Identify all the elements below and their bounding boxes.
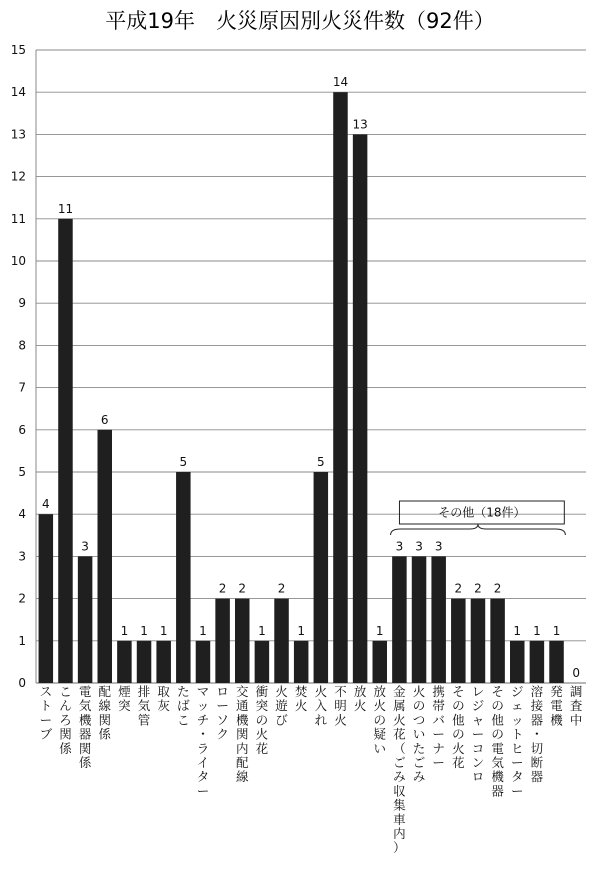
bar — [431, 556, 446, 683]
data-label: 2 — [474, 581, 482, 596]
data-label: 1 — [140, 623, 148, 638]
data-label: 11 — [57, 201, 74, 216]
bar — [274, 599, 289, 683]
data-label: 2 — [454, 581, 463, 596]
x-tick-label: 交通機関内配線 — [235, 684, 249, 785]
y-tick-label: 3 — [18, 549, 26, 564]
x-tick-label: マッチ・ライター — [196, 684, 210, 799]
bar — [235, 599, 250, 683]
bar — [255, 641, 270, 683]
data-label: 5 — [317, 455, 325, 469]
x-tick-label: 携帯バーナー — [432, 684, 445, 770]
x-tick-label: レジャーコンロ — [471, 684, 485, 785]
x-tick-label: 取灰 — [157, 684, 170, 714]
data-label: 1 — [297, 623, 305, 638]
y-tick-label: 12 — [10, 169, 26, 184]
data-label: 6 — [100, 412, 109, 427]
x-tick-label: 焚火 — [294, 684, 308, 714]
data-label: 4 — [42, 497, 50, 512]
data-label: 1 — [159, 623, 168, 638]
y-tick-label: 8 — [18, 338, 26, 353]
bar — [39, 514, 54, 683]
bar — [392, 556, 407, 683]
y-tick-label: 9 — [18, 296, 26, 311]
x-tick-label: 排気管 — [137, 684, 151, 728]
x-tick-label: こんろ関係 — [59, 684, 72, 756]
y-tick-label: 0 — [18, 676, 26, 690]
x-tick-label: 調査中 — [569, 684, 583, 728]
bar — [215, 599, 230, 683]
y-tick-label: 5 — [18, 465, 26, 479]
bar — [451, 599, 466, 683]
x-tick-label: 火のついたごみ — [412, 684, 426, 785]
x-tick-label: 放火 — [353, 684, 367, 714]
bar — [549, 641, 564, 683]
x-tick-label: たばこ — [177, 684, 190, 728]
bar — [294, 641, 309, 683]
data-label: 1 — [375, 623, 384, 638]
x-tick-label: 煙突 — [118, 684, 131, 714]
other-group-annotation — [391, 501, 566, 535]
grid-lines — [36, 50, 586, 683]
data-labels — [42, 75, 580, 680]
bar — [117, 641, 131, 683]
bar — [58, 219, 73, 683]
bar — [156, 641, 171, 683]
bar — [412, 556, 427, 683]
data-label: 3 — [434, 539, 443, 554]
x-tick-label: 溶接器・切断器 — [530, 684, 544, 785]
data-label: 3 — [395, 539, 404, 554]
bar — [98, 430, 113, 683]
y-tick-label: 4 — [18, 507, 26, 522]
annotation-brace — [391, 524, 566, 535]
x-tick-label: ストーブ — [39, 684, 53, 742]
x-tick-label: 発電機 — [550, 684, 563, 728]
data-label: 14 — [332, 75, 349, 90]
x-tick-label: その他の電気機器 — [491, 684, 504, 799]
bar — [373, 641, 388, 683]
data-label: 1 — [120, 623, 129, 638]
data-label: 3 — [415, 539, 423, 554]
data-label: 1 — [258, 623, 266, 638]
y-axis — [11, 43, 36, 690]
y-tick-label: 2 — [18, 591, 26, 606]
data-label: 2 — [277, 581, 286, 596]
data-label: 1 — [513, 623, 522, 638]
x-tick-label: ローソク — [216, 684, 229, 742]
x-tick-label: 放火の疑い — [373, 684, 387, 756]
x-tick-label: 衝突の火花 — [255, 684, 269, 756]
x-tick-label: 不明火 — [334, 684, 347, 728]
data-label: 1 — [552, 623, 561, 638]
y-tick-label: 14 — [10, 85, 26, 100]
y-tick-label: 1 — [18, 633, 26, 648]
x-tick-label: 金属火花（ごみ収集車内） — [393, 684, 406, 856]
data-label: 2 — [493, 581, 502, 596]
y-tick-label: 13 — [10, 127, 26, 142]
data-label: 3 — [81, 539, 89, 554]
x-tick-label: 火入れ — [314, 684, 328, 728]
bar — [353, 134, 368, 683]
bar — [471, 599, 486, 683]
bar — [510, 641, 525, 683]
x-tick-label: 電気機器関係 — [78, 684, 92, 770]
bar — [333, 92, 348, 683]
data-label: 2 — [238, 581, 247, 596]
bar — [530, 641, 545, 683]
chart-title: 平成19年 火災原因別火災件数（92件） — [105, 9, 495, 33]
data-label: 0 — [572, 666, 580, 680]
x-axis-labels — [40, 684, 583, 855]
bar — [137, 641, 152, 683]
y-tick-label: 15 — [10, 43, 26, 57]
annotation-label: その他（18件） — [438, 505, 526, 520]
data-label: 5 — [179, 455, 188, 469]
bar — [490, 599, 505, 683]
data-label: 1 — [533, 623, 541, 638]
bar — [314, 472, 329, 683]
x-tick-label: 火遊び — [275, 684, 288, 728]
y-tick-label: 10 — [10, 254, 26, 268]
y-tick-label: 11 — [10, 211, 26, 226]
bar — [196, 641, 211, 683]
data-label: 1 — [199, 623, 207, 638]
x-tick-label: 配線関係 — [98, 684, 112, 742]
data-label: 2 — [218, 581, 227, 596]
x-tick-label: その他の火花 — [452, 684, 465, 770]
x-tick-label: ジェットヒーター — [510, 684, 524, 799]
bar — [78, 556, 93, 683]
y-tick-label: 6 — [18, 422, 26, 437]
y-tick-label: 7 — [18, 380, 26, 395]
data-label: 13 — [352, 117, 368, 132]
bar — [176, 472, 191, 683]
